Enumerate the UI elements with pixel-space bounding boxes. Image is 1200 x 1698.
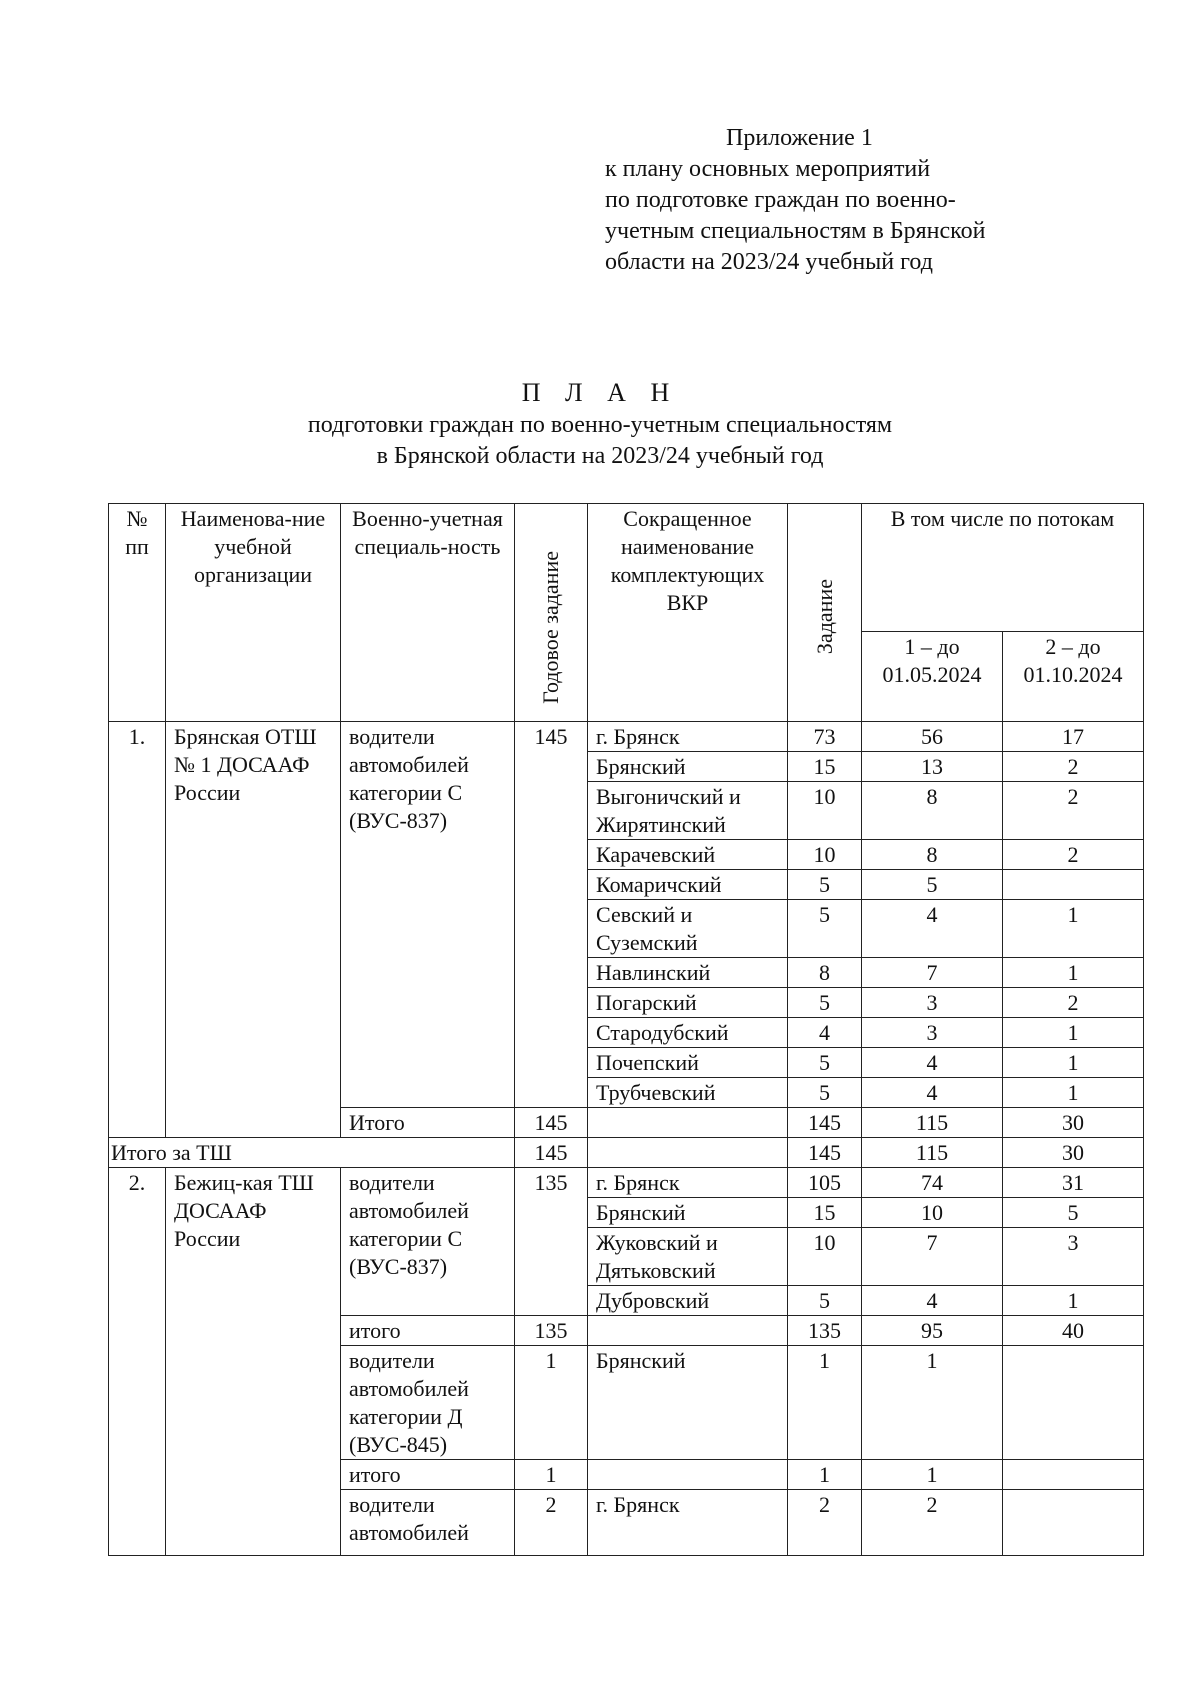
task-cell: 15 [788, 1198, 862, 1228]
school-total-label: Итого за ТШ [109, 1138, 515, 1168]
document-subtitle-1: подготовки граждан по военно-учетным специальностям [307, 412, 893, 438]
plan-table [108, 503, 1144, 1556]
subtotal-task: 1 [788, 1460, 862, 1490]
vkr-cell: Погарский [588, 988, 788, 1018]
stream1-cell: 4 [862, 900, 1003, 958]
subtotal-stream1: 95 [862, 1316, 1003, 1346]
task-cell: 2 [788, 1490, 862, 1556]
task-cell: 4 [788, 1018, 862, 1048]
school-total-vkr-empty [588, 1138, 788, 1168]
vkr-cell: Брянский [588, 1346, 788, 1460]
vkr-cell: Дубровский [588, 1286, 788, 1316]
annex-line: Приложение 1 [726, 125, 873, 151]
task-cell: 105 [788, 1168, 862, 1198]
vkr-cell: Брянский [588, 1198, 788, 1228]
task-cell: 73 [788, 722, 862, 752]
task-cell: 5 [788, 1078, 862, 1108]
subtotal-label: итого [341, 1316, 515, 1346]
stream2-cell: 3 [1003, 1228, 1144, 1286]
stream1-cell: 5 [862, 870, 1003, 900]
org2-specialty: водители автомобилей категории С (ВУС-837) [341, 1168, 515, 1316]
stream1-cell: 4 [862, 1286, 1003, 1316]
header-task [788, 504, 862, 722]
stream1-cell: 74 [862, 1168, 1003, 1198]
stream2-cell [1003, 1490, 1144, 1556]
subtotal-annual: 145 [515, 1108, 588, 1138]
header-stream-2: 2 – до 01.10.2024 [1003, 632, 1144, 722]
title-block [100, 376, 1100, 472]
annex-line: к плану основных мероприятий [605, 156, 931, 182]
document-title: П Л А Н [521, 378, 679, 407]
task-cell: 5 [788, 1048, 862, 1078]
stream1-cell: 2 [862, 1490, 1003, 1556]
stream2-cell: 1 [1003, 958, 1144, 988]
header-streams: В том числе по потокам [862, 504, 1144, 632]
annex-line: учетным специальностям в Брянской [605, 218, 986, 244]
task-cell: 5 [788, 870, 862, 900]
school-total-annual: 145 [515, 1138, 588, 1168]
subtotal-vkr-empty [588, 1460, 788, 1490]
subtotal-label: Итого [341, 1108, 515, 1138]
stream1-cell: 56 [862, 722, 1003, 752]
stream1-cell: 4 [862, 1078, 1003, 1108]
stream2-cell: 2 [1003, 752, 1144, 782]
last-row-specialty: водители автомобилей [341, 1490, 515, 1556]
header-stream-1: 1 – до 01.05.2024 [862, 632, 1003, 722]
org1-number: 1. [109, 722, 166, 1138]
task-cell: 5 [788, 1286, 862, 1316]
header-specialty: Военно-учетная специаль-ность [341, 504, 515, 722]
vkr-cell: Карачевский [588, 840, 788, 870]
annex-line: области на 2023/24 учебный год [605, 249, 933, 275]
task-cell: 5 [788, 900, 862, 958]
subtotal-task: 135 [788, 1316, 862, 1346]
subtotal-annual: 135 [515, 1316, 588, 1346]
org1-name: Брянская ОТШ № 1 ДОСААФ России [166, 722, 341, 1138]
task-cell: 10 [788, 1228, 862, 1286]
vkr-cell: Комаричский [588, 870, 788, 900]
subtotal-vkr-empty [588, 1108, 788, 1138]
stream2-cell [1003, 1346, 1144, 1460]
stream1-cell: 7 [862, 958, 1003, 988]
vkr-cell: г. Брянск [588, 1168, 788, 1198]
school-total-task: 145 [788, 1138, 862, 1168]
stream1-cell: 1 [862, 1346, 1003, 1460]
stream1-cell: 3 [862, 1018, 1003, 1048]
stream1-cell: 7 [862, 1228, 1003, 1286]
task-cell: 10 [788, 782, 862, 840]
vkr-cell: г. Брянск [588, 722, 788, 752]
subtotal-task: 145 [788, 1108, 862, 1138]
stream2-cell: 2 [1003, 988, 1144, 1018]
org2-annual-2: 1 [515, 1346, 588, 1460]
vkr-cell: Трубчевский [588, 1078, 788, 1108]
stream1-cell: 8 [862, 782, 1003, 840]
stream1-cell: 8 [862, 840, 1003, 870]
org1-specialty: водители автомобилей категории С (ВУС-837) [341, 722, 515, 1108]
annex-note [605, 123, 985, 278]
org1-annual: 145 [515, 722, 588, 1108]
stream1-cell: 3 [862, 988, 1003, 1018]
last-row-annual: 2 [515, 1490, 588, 1556]
task-cell: 15 [788, 752, 862, 782]
subtotal-stream2: 40 [1003, 1316, 1144, 1346]
school-total-stream2: 30 [1003, 1138, 1144, 1168]
header-vkr: Сокращенное наименование комплектующих ВКР [588, 504, 788, 722]
org2-specialty-2: водители автомобилей категории Д (ВУС-845) [341, 1346, 515, 1460]
vkr-cell: Почепский [588, 1048, 788, 1078]
subtotal-stream1: 115 [862, 1108, 1003, 1138]
task-cell: 1 [788, 1346, 862, 1460]
stream2-cell: 17 [1003, 722, 1144, 752]
vkr-cell: Выгоничский и Жирятинский [588, 782, 788, 840]
header-task-text: Задание [811, 578, 837, 654]
vkr-cell: Стародубский [588, 1018, 788, 1048]
stream2-cell: 1 [1003, 1018, 1144, 1048]
stream2-cell: 31 [1003, 1168, 1144, 1198]
stream2-cell: 2 [1003, 840, 1144, 870]
vkr-cell: Севский и Суземский [588, 900, 788, 958]
stream2-cell: 1 [1003, 1078, 1144, 1108]
subtotal-label: итого [341, 1460, 515, 1490]
org2-name: Бежиц-кая ТШ ДОСААФ России [166, 1168, 341, 1556]
header-annual-task-text: Годовое задание [538, 551, 563, 704]
vkr-cell: Жуковский и Дятьковский [588, 1228, 788, 1286]
subtotal-stream1: 1 [862, 1460, 1003, 1490]
stream2-cell: 1 [1003, 1286, 1144, 1316]
school-total-stream1: 115 [862, 1138, 1003, 1168]
header-organization: Наименова-ние учебной организации [166, 504, 341, 722]
org2-annual: 135 [515, 1168, 588, 1316]
task-cell: 5 [788, 988, 862, 1018]
stream2-cell: 1 [1003, 900, 1144, 958]
stream1-cell: 4 [862, 1048, 1003, 1078]
stream1-cell: 13 [862, 752, 1003, 782]
subtotal-stream2: 30 [1003, 1108, 1144, 1138]
vkr-cell: Навлинский [588, 958, 788, 988]
stream2-cell: 2 [1003, 782, 1144, 840]
subtotal-vkr-empty [588, 1316, 788, 1346]
annex-line: по подготовке граждан по военно- [605, 187, 956, 213]
document-subtitle-2: в Брянской области на 2023/24 учебный год [376, 443, 824, 469]
org2-number: 2. [109, 1168, 166, 1556]
stream2-cell: 1 [1003, 1048, 1144, 1078]
stream1-cell: 10 [862, 1198, 1003, 1228]
header-annual-task [515, 504, 588, 722]
stream2-cell: 5 [1003, 1198, 1144, 1228]
task-cell: 10 [788, 840, 862, 870]
header-number: № пп [109, 504, 166, 722]
vkr-cell: г. Брянск [588, 1490, 788, 1556]
stream2-cell [1003, 870, 1144, 900]
vkr-cell: Брянский [588, 752, 788, 782]
subtotal-annual: 1 [515, 1460, 588, 1490]
subtotal-stream2 [1003, 1460, 1144, 1490]
task-cell: 8 [788, 958, 862, 988]
